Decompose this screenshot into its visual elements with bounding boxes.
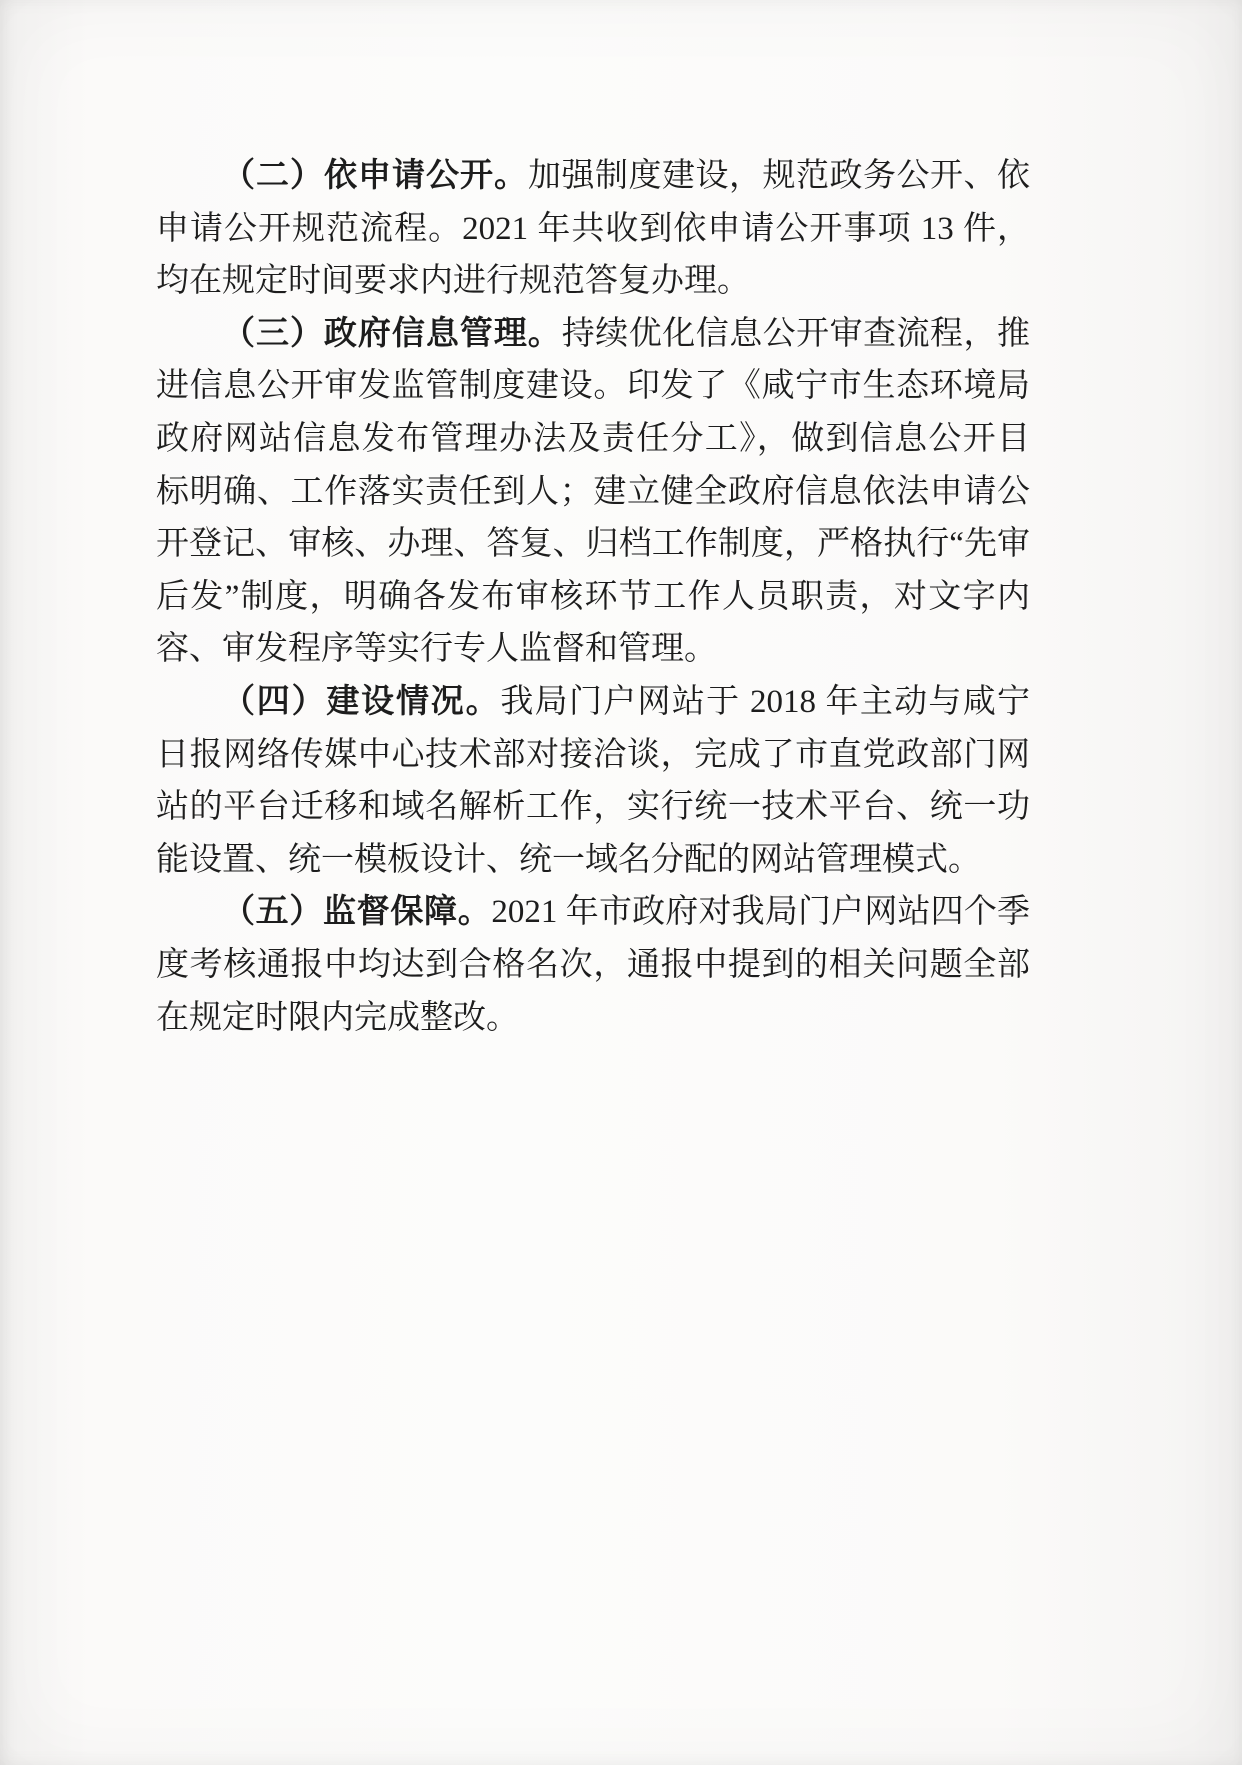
paragraph-2-body: 加强制度建设，规范政务公开、依申请公开规范流程。2021 年共收到依申请公开事项 13 件，均在规定时间要求内进行规范答复办理。 <box>156 158 1030 300</box>
paragraph-5-body: 2021 年市政府对我局门户网站四个季度考核通报中均达到合格名次，通报中提到的相关问题全部在规定时限内完成整改。 <box>156 894 1031 1036</box>
paragraph-4-heading: （四）建设情况。 <box>222 683 501 720</box>
paragraph-5 <box>156 886 1030 1044</box>
paragraph-2-heading: （二）依申请公开。 <box>222 158 528 194</box>
paragraph-5-heading: （五）监督保障。 <box>222 894 492 931</box>
paragraph-4-body: 我局门户网站于 2018 年主动与咸宁日报网络传媒中心技术部对接洽谈，完成了市直党政部门网站的平台迁移和域名解析工作，实行统一技术平台、统一功能设置、统一模板设计、统一域名分配的网站管理模式。 <box>156 683 1031 878</box>
paragraph-3-heading: （三）政府信息管理。 <box>222 315 562 352</box>
paragraph-4 <box>156 676 1030 886</box>
paragraph-3 <box>156 308 1030 676</box>
paragraph-2 <box>156 150 1030 308</box>
paragraph-3-body: 持续优化信息公开审查流程，推进信息公开审发监管制度建设。印发了《咸宁市生态环境局政府网站信息发布管理办法及责任分工》，做到信息公开目标明确、工作落实责任到人；建立健全政府信息依法申请公开登记、审核、办理、答复、归档工作制度，严格执行“先审后发”制度，明确各发布审核环节工作人员职责，对文字内容、审发程序等实行专人监督和管理。 <box>156 315 1031 668</box>
document-text-block <box>156 150 1030 1044</box>
